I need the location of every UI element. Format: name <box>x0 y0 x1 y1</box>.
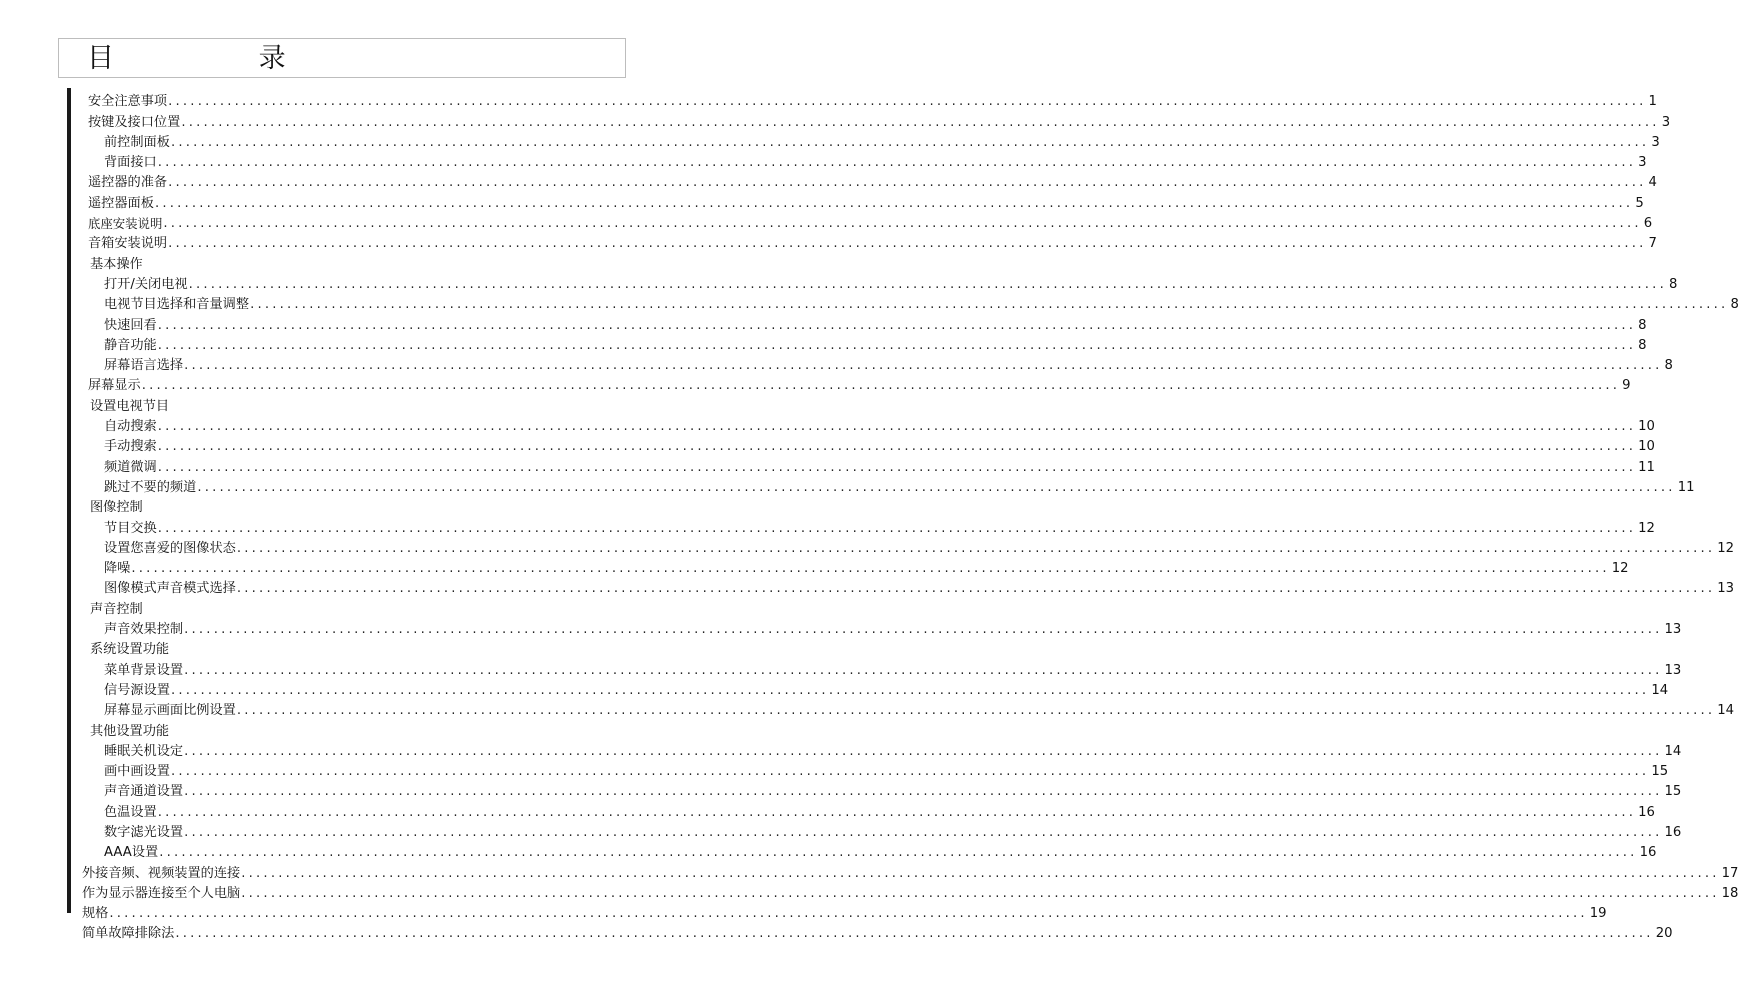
toc-page-number: 13 <box>1717 581 1735 597</box>
toc-section-heading <box>82 638 648 658</box>
toc-dot-leader: ........................................................................................................................................................................................................ <box>175 926 1654 942</box>
toc-entry <box>82 374 1631 394</box>
toc-dot-leader: ........................................................................................................................................................................................................ <box>168 175 1647 191</box>
toc-entry-label: 画中画设置 <box>104 764 170 780</box>
toc-entry-label: 作为显示器连接至个人电脑 <box>82 885 241 901</box>
toc-page-number: 19 <box>1589 906 1607 922</box>
toc-entry <box>82 658 1682 678</box>
toc-entry <box>82 212 1653 232</box>
toc-entry-label: 屏幕显示画面比例设置 <box>104 703 236 719</box>
section-marker-bar <box>67 88 71 913</box>
toc-dot-leader: ........................................................................................................................................................................................................ <box>109 906 1588 922</box>
toc-entry-label: 快速回看 <box>104 317 157 333</box>
toc-page-number: 14 <box>1717 703 1735 719</box>
toc-entry-label: 色温设置 <box>104 804 157 820</box>
toc-dot-leader: ........................................................................................................................................................................................................ <box>157 317 1637 333</box>
toc-dot-leader: ........................................................................................................................................................................................................ <box>168 236 1647 252</box>
toc-dot-leader: ........................................................................................................................................................................................................ <box>188 276 1667 292</box>
toc-entry-label: 遥控器的准备 <box>88 175 168 191</box>
toc-dot-leader: ........................................................................................................................................................................................................ <box>159 845 1638 861</box>
toc-dot-leader: ........................................................................................................................................................................................................ <box>157 419 1637 435</box>
toc-entry <box>82 922 1673 942</box>
toc-entry <box>82 110 1671 130</box>
toc-dot-leader: ........................................................................................................................................................................................................ <box>168 94 1647 110</box>
toc-entry <box>82 699 1735 719</box>
toc-entry-label: 数字滤光设置 <box>104 824 184 840</box>
toc-entry <box>82 902 1607 922</box>
toc-entry <box>82 131 1660 151</box>
toc-entry <box>82 273 1678 293</box>
toc-dot-leader: ........................................................................................................................................................................................................ <box>131 561 1610 577</box>
toc-page-number: 12 <box>1717 540 1735 556</box>
toc-section-heading <box>82 252 648 272</box>
toc-entry <box>82 313 1647 333</box>
toc-entry <box>82 577 1735 597</box>
toc-entry-label: 图像模式声音模式选择 <box>104 581 236 597</box>
toc-page-number: 5 <box>1635 195 1644 211</box>
toc-entry-label: 频道微调 <box>104 459 157 475</box>
toc-entry-label: 声音控制 <box>90 601 143 617</box>
toc-dot-leader: ........................................................................................................................................................................................................ <box>181 114 1660 130</box>
toc-dot-leader: ........................................................................................................................................................................................................ <box>157 804 1637 820</box>
toc-entry-label: 底座安装说明 <box>88 216 163 232</box>
toc-page-number: 9 <box>1622 378 1631 394</box>
toc-dot-leader: ........................................................................................................................................................................................................ <box>250 297 1729 313</box>
toc-page-number: 10 <box>1638 419 1655 435</box>
toc-dot-leader: ........................................................................................................................................................................................................ <box>170 134 1650 150</box>
toc-page-number: 14 <box>1651 682 1669 698</box>
toc-entry <box>82 821 1682 841</box>
toc-page-number: 1 <box>1648 94 1657 110</box>
toc-dot-leader: ........................................................................................................................................................................................................ <box>184 784 1663 800</box>
toc-entry <box>82 334 1647 354</box>
toc-dot-leader: ........................................................................................................................................................................................................ <box>184 358 1663 374</box>
toc-entry-label: 静音功能 <box>104 337 157 353</box>
toc-entry-label: 信号源设置 <box>104 682 170 698</box>
toc-dot-leader: ........................................................................................................................................................................................................ <box>170 764 1650 780</box>
toc-page-number: 8 <box>1664 358 1673 374</box>
toc-dot-leader: ........................................................................................................................................................................................................ <box>197 479 1676 495</box>
toc-entry <box>82 191 1644 211</box>
toc-page-number: 7 <box>1648 236 1657 252</box>
toc-page-number: 6 <box>1643 216 1653 232</box>
toc-page-number: 8 <box>1638 337 1647 353</box>
toc-entry-label: 背面接口 <box>104 155 157 171</box>
toc-entry-label: 规格 <box>82 906 109 922</box>
toc-entry-label: 节目交换 <box>104 520 157 536</box>
toc-entry <box>82 293 1739 313</box>
toc-entry <box>82 476 1695 496</box>
toc-entry <box>82 171 1657 191</box>
toc-section-heading <box>82 597 648 617</box>
toc-entry <box>82 537 1735 557</box>
toc-entry-label: 自动搜索 <box>104 419 157 435</box>
toc-entry <box>82 354 1673 374</box>
toc-entry <box>82 882 1739 902</box>
toc-entry <box>82 679 1669 699</box>
toc-dot-leader: ........................................................................................................................................................................................................ <box>157 459 1637 475</box>
toc-entry-label: 跳过不要的频道 <box>104 479 197 495</box>
toc-dot-leader: ........................................................................................................................................................................................................ <box>154 195 1634 211</box>
toc-entry-label: 屏幕语言选择 <box>104 358 184 374</box>
toc-dot-leader: ........................................................................................................................................................................................................ <box>157 155 1637 171</box>
toc-entry <box>82 415 1655 435</box>
toc-section-heading <box>82 719 648 739</box>
toc-entry-label: 声音效果控制 <box>104 622 184 638</box>
toc-entry <box>82 841 1657 861</box>
toc-page-number: 16 <box>1639 845 1657 861</box>
toc-entry-label: 电视节目选择和音量调整 <box>104 297 250 313</box>
toc-page-number: 12 <box>1638 520 1655 536</box>
toc-page-number: 18 <box>1721 885 1739 901</box>
toc-entry <box>82 618 1682 638</box>
toc-page-number: 8 <box>1668 276 1678 292</box>
toc-dot-leader: ........................................................................................................................................................................................................ <box>163 216 1642 232</box>
toc-entry <box>82 740 1682 760</box>
toc-entry <box>82 800 1655 820</box>
toc-entry-label: 睡眠关机设定 <box>104 743 184 759</box>
toc-entry-label: AAA设置 <box>104 845 159 861</box>
toc-entry-label: 图像控制 <box>90 500 143 516</box>
toc-dot-leader: ........................................................................................................................................................................................................ <box>170 682 1650 698</box>
toc-entry-label: 外接音频、视频装置的连接 <box>82 865 241 881</box>
toc-entry <box>82 455 1655 475</box>
toc-page-number: 15 <box>1651 764 1669 780</box>
toc-entry-label: 音箱安装说明 <box>88 236 168 252</box>
toc-entry-label: 降噪 <box>104 561 131 577</box>
toc-dot-leader: ........................................................................................................................................................................................................ <box>236 703 1716 719</box>
toc-entry <box>82 435 1655 455</box>
toc-entry-label: 基本操作 <box>90 256 143 272</box>
toc-entry-label: 打开/关闭电视 <box>104 276 188 292</box>
toc-entry-label: 按键及接口位置 <box>88 114 181 130</box>
toc-page-number: 11 <box>1677 479 1695 495</box>
toc-entry-label: 系统设置功能 <box>90 642 170 658</box>
toc-entry-label: 设置您喜爱的图像状态 <box>104 540 236 556</box>
toc-entry <box>82 151 1647 171</box>
toc-dot-leader: ........................................................................................................................................................................................................ <box>236 540 1716 556</box>
toc-dot-leader: ........................................................................................................................................................................................................ <box>184 622 1663 638</box>
toc-dot-leader: ........................................................................................................................................................................................................ <box>241 885 1720 901</box>
toc-section-heading <box>82 496 648 516</box>
toc-entry-label: 屏幕显示 <box>88 378 141 394</box>
toc-dot-leader: ........................................................................................................................................................................................................ <box>184 824 1663 840</box>
toc-dot-leader: ........................................................................................................................................................................................................ <box>241 865 1720 881</box>
toc-entry-label: 遥控器面板 <box>88 195 154 211</box>
toc-page-number: 17 <box>1721 865 1739 881</box>
toc-page-number: 10 <box>1638 439 1655 455</box>
toc-entry-label: 设置电视节目 <box>90 398 170 414</box>
toc-dot-leader: ........................................................................................................................................................................................................ <box>184 662 1663 678</box>
toc-entry-label: 声音通道设置 <box>104 784 184 800</box>
toc-dot-leader: ........................................................................................................................................................................................................ <box>157 337 1637 353</box>
toc-page-number: 16 <box>1664 824 1682 840</box>
toc-title-box <box>58 38 626 78</box>
toc-entry <box>82 760 1669 780</box>
toc-page-number: 12 <box>1611 561 1629 577</box>
toc-entry <box>82 232 1657 252</box>
toc-entry-label: 菜单背景设置 <box>104 662 184 678</box>
toc-entry <box>82 780 1682 800</box>
toc-page-number: 3 <box>1638 155 1647 171</box>
toc-page-number: 13 <box>1664 662 1682 678</box>
toc-entry-label: 前控制面板 <box>104 134 170 150</box>
page-title: 目 录 <box>87 43 354 74</box>
toc-dot-leader: ........................................................................................................................................................................................................ <box>236 581 1716 597</box>
toc-page-number: 14 <box>1664 743 1682 759</box>
toc-entry <box>82 516 1655 536</box>
toc-page-number: 3 <box>1651 134 1660 150</box>
toc-page-number: 16 <box>1638 804 1655 820</box>
toc-section-heading <box>82 394 648 414</box>
toc-page-number: 11 <box>1638 459 1655 475</box>
toc-page-number: 8 <box>1730 297 1739 313</box>
toc-page-number: 3 <box>1661 114 1671 130</box>
toc-dot-leader: ........................................................................................................................................................................................................ <box>184 743 1663 759</box>
toc-dot-leader: ........................................................................................................................................................................................................ <box>157 520 1637 536</box>
toc-entry <box>82 557 1629 577</box>
table-of-contents <box>82 90 1739 942</box>
toc-entry-label: 安全注意事项 <box>88 94 168 110</box>
toc-page-number: 4 <box>1648 175 1657 191</box>
toc-page-number: 15 <box>1664 784 1682 800</box>
toc-entry <box>82 861 1739 881</box>
toc-dot-leader: ........................................................................................................................................................................................................ <box>141 378 1621 394</box>
toc-entry-label: 简单故障排除法 <box>82 926 175 942</box>
toc-page-number: 8 <box>1638 317 1647 333</box>
toc-entry-label: 手动搜索 <box>104 439 157 455</box>
toc-dot-leader: ........................................................................................................................................................................................................ <box>157 439 1637 455</box>
toc-page-number: 20 <box>1655 926 1673 942</box>
toc-entry <box>82 90 1657 110</box>
toc-entry-label: 其他设置功能 <box>90 723 170 739</box>
toc-page-number: 13 <box>1664 622 1682 638</box>
